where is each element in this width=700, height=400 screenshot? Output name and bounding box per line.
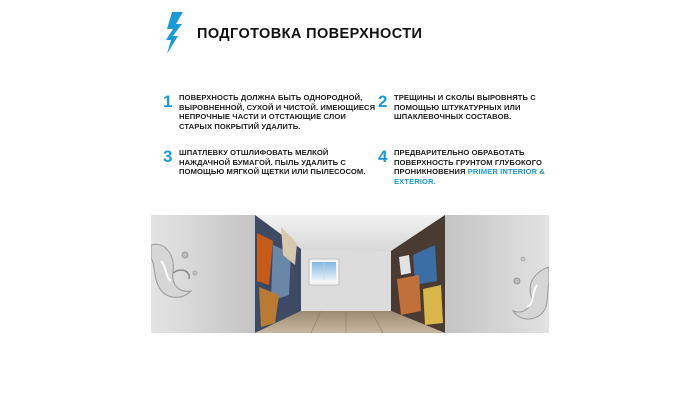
step-text (394, 148, 554, 187)
step-number: 1 (163, 92, 173, 111)
product-name-highlight: PRIMER INTERIOR & EXTERIOR. (394, 167, 545, 187)
page-header (163, 12, 563, 56)
interior-banner (151, 215, 549, 333)
step-number: 4 (378, 147, 388, 166)
interior-room-illustration (151, 215, 549, 333)
step-text: ПОВЕРХНОСТЬ ДОЛЖНА БЫТЬ ОДНОРОДНОЙ, ВЫРОВНЕННОЙ, СУХОЙ И ЧИСТОЙ. ИМЕЮЩИЕСЯ НЕПРОЧНЫЕ ЧАСТИ И ОТСТАЮЩИЕ СЛОИ СТАРЫХ ПОКРЫТИЙ УДАЛИТЬ. (179, 93, 376, 132)
lightning-bolt-icon (163, 12, 189, 54)
step-text: ТРЕЩИНЫ И СКОЛЫ ВЫРОВНЯТЬ С ПОМОЩЬЮ ШТУКАТУРНЫХ ИЛИ ШПАКЛЕВОЧНЫХ СОСТАВОВ. (394, 93, 536, 122)
step-text: ШПАТЛЕВКУ ОТШЛИФОВАТЬ МЕЛКОЙ НАЖДАЧНОЙ БУМАГОЙ. ПЫЛЬ УДАЛИТЬ С ПОМОЩЬЮ МЯГКОЙ ЩЕТКИ ИЛИ ПЫЛЕСОСОМ. (179, 148, 366, 177)
page-title: ПОДГОТОВКА ПОВЕРХНОСТИ (197, 26, 423, 42)
step-number: 3 (163, 147, 173, 166)
step-number: 2 (378, 92, 388, 111)
step-text-main: ПРЕДВАРИТЕЛЬНО ОБРАБОТАТЬ ПОВЕРХНОСТЬ ГРУНТОМ ГЛУБОКОГО ПРОНИКНОВЕНИЯ (394, 148, 542, 177)
